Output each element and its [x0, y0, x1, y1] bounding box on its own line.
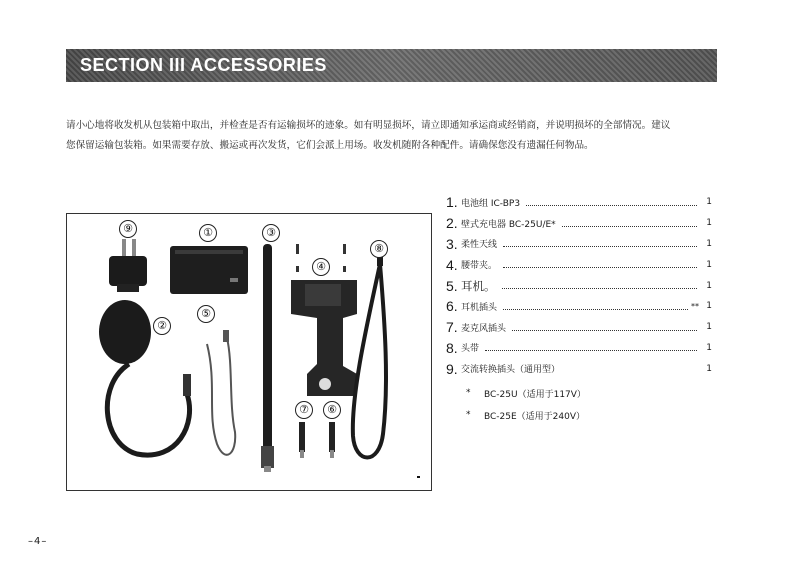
- leader-dots: [512, 330, 697, 331]
- intro-line-2: 您保留运输包装箱。如果需要存放、搬运或再次发货，它们会派上用场。收发机随附各种配件。请确保您没有遗漏任何物品。: [66, 140, 594, 151]
- qty-note: **: [691, 301, 699, 311]
- intro-line-1: 请小心地将收发机从包装箱中取出，并检查是否有运输损坏的迹象。如有明显损坏，请立即通知承运商或经销商，并说明损坏的全部情况。建议: [66, 120, 671, 131]
- accessory-qty: 1: [706, 280, 712, 291]
- accessory-qty: 1: [706, 218, 712, 229]
- charger-model-notes: [466, 382, 586, 426]
- mic-plug-illustration: [329, 422, 335, 458]
- photo-label-4: ④: [312, 258, 330, 276]
- accessory-list: [446, 192, 712, 379]
- earphone-plug-illustration: [299, 422, 305, 458]
- accessory-name: 耳机插头: [461, 300, 500, 313]
- list-item: 2. 壁式充电器 BC-25U/E* 1: [446, 215, 712, 232]
- leader-dots: [503, 309, 688, 310]
- section-header-bar: [66, 49, 717, 82]
- ac-plug-illustration: [109, 239, 147, 292]
- photo-label-5: ⑤: [197, 305, 215, 323]
- accessory-qty: 1: [706, 342, 712, 353]
- leader-dots: [485, 350, 697, 351]
- photo-label-1: ①: [199, 224, 217, 242]
- accessory-qty: 1: [706, 301, 712, 312]
- accessory-name: 麦克风插头: [461, 321, 509, 334]
- accessory-qty: 1: [706, 363, 712, 374]
- note-text: BC-25E（适用于240V）: [484, 411, 586, 422]
- photo-label-6: ⑥: [323, 401, 341, 419]
- list-item: 3. 柔性天线 1: [446, 235, 712, 252]
- note-mark: *: [466, 388, 471, 398]
- note-mark: *: [466, 410, 471, 420]
- list-item: 4. 腰带夹。 1: [446, 256, 712, 273]
- photo-label-7: ⑦: [295, 401, 313, 419]
- list-item: 9. 交流转换插头（通用型） 1: [446, 360, 712, 377]
- page-number: –4–: [28, 536, 48, 547]
- list-item: 5. 耳机。 1: [446, 277, 712, 294]
- leader-dots: [526, 205, 697, 206]
- accessory-name: 电池组 IC-BP3: [461, 196, 523, 209]
- leader-dots: [503, 267, 697, 268]
- photo-label-2: ②: [153, 317, 171, 335]
- accessory-qty: 1: [706, 238, 712, 249]
- photo-label-3: ③: [262, 224, 280, 242]
- list-item: 6. 耳机插头 ** 1: [446, 298, 712, 315]
- accessory-qty: 1: [706, 259, 712, 270]
- leader-dots: [503, 246, 697, 247]
- note-text: BC-25U（适用于117V）: [484, 389, 586, 400]
- accessory-qty: 1: [706, 197, 712, 208]
- accessory-name: 头带: [461, 341, 482, 354]
- battery-pack-illustration: [170, 246, 248, 294]
- strap-illustration: [353, 256, 386, 458]
- list-item: 7. 麦克风插头 1: [446, 319, 712, 336]
- accessory-name: 壁式充电器 BC-25U/E*: [461, 217, 559, 230]
- list-item: 8. 头带 1: [446, 339, 712, 356]
- accessory-name: 柔性天线: [461, 237, 500, 250]
- note-row: [466, 382, 586, 404]
- leader-dots: [562, 226, 697, 227]
- earphone-illustration: [207, 330, 235, 455]
- leader-dots: [502, 288, 698, 289]
- intro-paragraph: [66, 116, 721, 156]
- list-item: 1. 电池组 IC-BP3 1: [446, 194, 712, 211]
- accessory-name: 交流转换插头（通用型）: [461, 362, 563, 375]
- photo-label-8: ⑧: [370, 240, 388, 258]
- photo-label-9: ⑨: [119, 220, 137, 238]
- note-row: [466, 404, 586, 426]
- flexible-antenna-illustration: [261, 244, 274, 472]
- accessory-name: 腰带夹。: [461, 258, 500, 271]
- speaker-mic-illustration: [99, 300, 191, 455]
- accessory-qty: 1: [706, 322, 712, 333]
- section-title: SECTION III ACCESSORIES: [80, 55, 327, 75]
- accessories-photo: [66, 213, 432, 491]
- accessory-name: 耳机。: [461, 278, 499, 294]
